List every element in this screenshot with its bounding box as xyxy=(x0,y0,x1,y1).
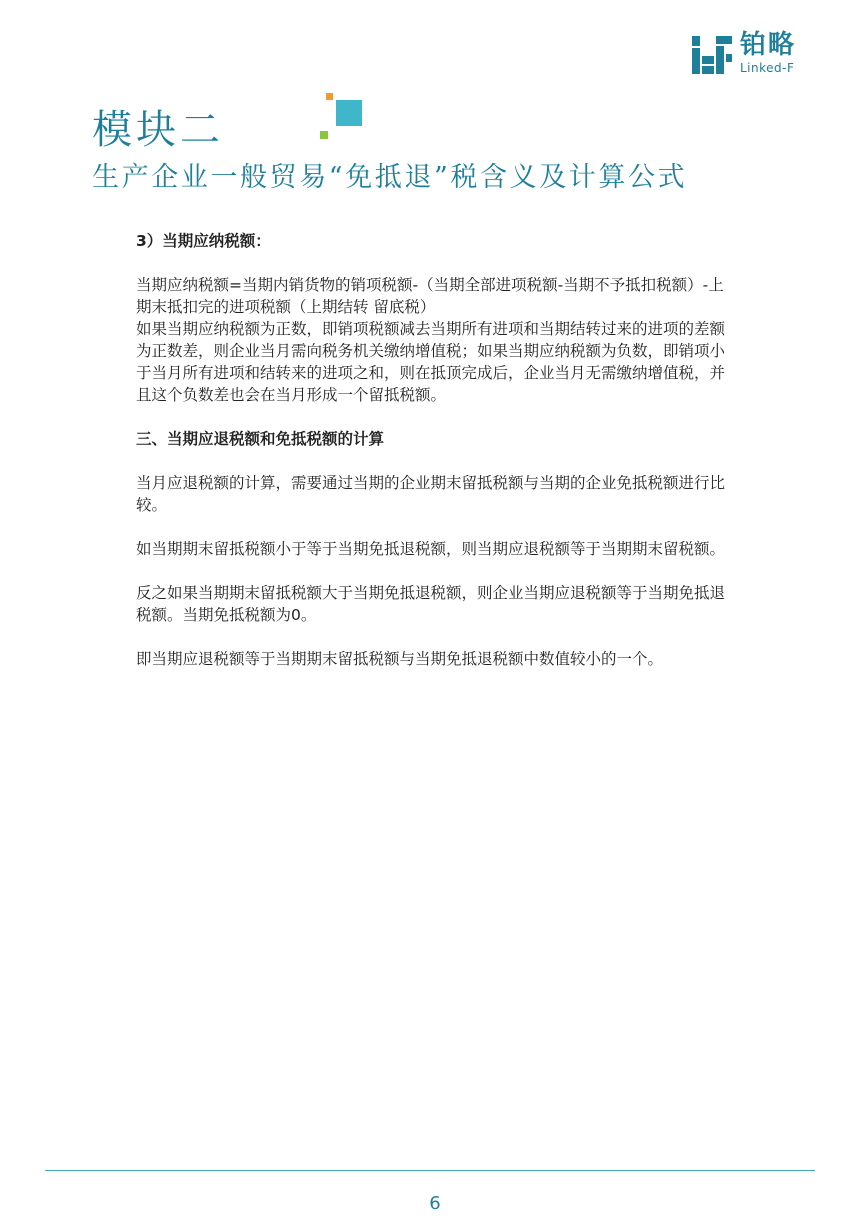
section-three-para-4: 即当期应退税额等于当期期末留抵税额与当期免抵退税额中数值较小的一个。 xyxy=(136,650,664,668)
section-three-para-1: 当月应退税额的计算，需要通过当期的企业期末留抵税额与当期的企业免抵税额进行比较。 xyxy=(136,474,726,514)
decor-square-orange xyxy=(326,93,333,100)
decor-square-teal xyxy=(336,100,362,126)
section-three-para-3: 反之如果当期期末留抵税额大于当期免抵退税额，则企业当期应退税额等于当期免抵退税额。当期免抵税额为0。 xyxy=(136,584,726,624)
document-body xyxy=(136,230,726,692)
section-3-formula: 当期应纳税额=当期内销货物的销项税额-（当期全部进项税额-当期不予抵扣税额）-上期末抵扣完的进项税额（上期结转 留底税） xyxy=(136,276,724,316)
section-three-heading: 三、当期应退税额和免抵税额的计算 xyxy=(136,430,385,448)
page-number: 6 xyxy=(429,1193,441,1214)
brand-name-en: Linked-F xyxy=(740,61,795,75)
section-three-para-2: 如当期期末留抵税额小于等于当期免抵退税额，则当期应退税额等于当期期末留税额。 xyxy=(136,540,726,558)
linked-f-logo-icon xyxy=(692,36,732,74)
section-3-heading: 3）当期应纳税额： xyxy=(136,232,271,250)
module-subtitle: 生产企业一般贸易“免抵退”税含义及计算公式 xyxy=(92,162,688,193)
section-3-explanation: 如果当期应纳税额为正数，即销项税额减去当期所有进项和当期结转过来的进项的差额为正数差，则企业当月需向税务机关缴纳增值税；如果当期应纳税额为负数，即销项小于当月所有进项和结转来的进项之和，则在抵顶完成后，企业当月无需缴纳增值税，并且这个负数差也会在当月形成一个留抵税额。 xyxy=(136,320,726,404)
decor-square-green xyxy=(320,131,328,139)
brand-name-cn: 铂略 xyxy=(740,30,797,60)
module-title: 模块二 xyxy=(92,107,224,153)
brand-logo xyxy=(692,30,822,78)
footer-divider xyxy=(45,1170,815,1171)
